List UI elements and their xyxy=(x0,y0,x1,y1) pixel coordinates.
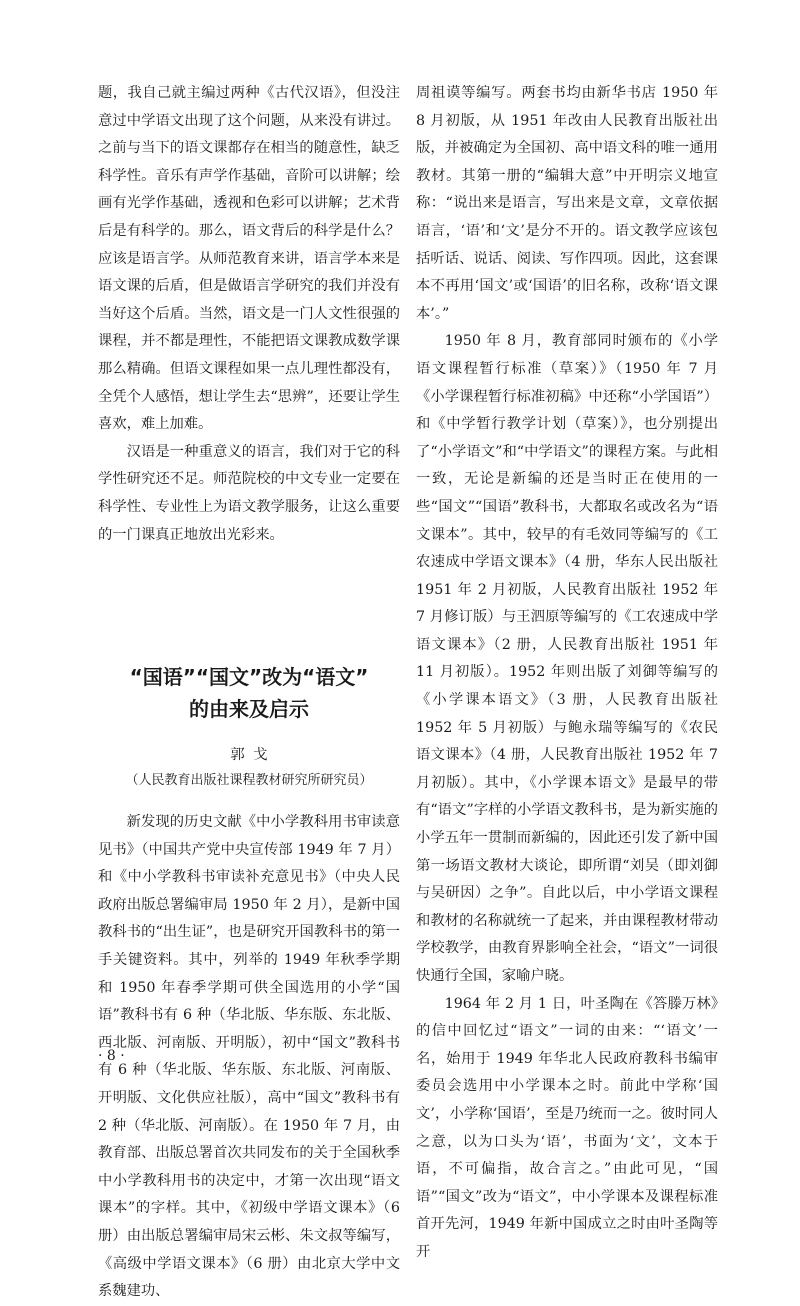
article-title-line: “国语”“国文”改为“语文” xyxy=(129,665,369,690)
body-paragraph: 1950 年 8 月，教育部同时颁布的《小学语文课程暂行标准（草案）》（1950 年 7 月《小学课程暂行标准初稿》中还称“小学国语”）和《中学暂行教学计划（草案）》，也分别提出了“小学语文”和“中学语文”的课程方案。与此相一致，无论是新编的还是当时正在使用的一些“国文”“国语”教科书，大都取名或改名为“语文课本”。其中，较早的有毛效同等编写的《工农速成中学语文课本》（4 册，华东人民出版社 1951 年 2 月初版，人民教育出版社 1952 年 7 月修订版）与王泗原等编写的《工农速成中学语文课本》（2 册，人民教育出版社 1951 年 11 月初版）。1952 年则出版了刘御等编写的《小学课本语文》（3 册，人民教育出版社 1952 年 5 月初版）与鲍永瑞等编写的《农民语文课本》（4 册，人民教育出版社 1952 年 7 月初版）。其中，《小学课本语文》是最早的带有“语文”字样的小学语文教科书，是为新实施的小学五年一贯制而新编的，因此还引发了新中国第一场语文教材大谈论，即所谓“刘吴（即刘御与吴研因）之争”。自此以后，中小学语文课程和教材的名称就统一了起来，并由课程教材带动学校教学，由教育界影响全社会，“语文”一词很快通行全国，家喻户晓。 xyxy=(416,333,718,984)
author-affiliation: （人民教育出版社课程教材研究所研究员） xyxy=(125,773,373,789)
right-column xyxy=(416,80,718,1267)
author-name: 郭戈 xyxy=(230,747,277,764)
body-paragraph: 1964 年 2 月 1 日，叶圣陶在《答滕万林》的信中回忆过“语文”一词的由来：“‘语文’一名，始用于 1949 年华北人民政府教科书编审委员会选用中小学课本之时。前此中学称‘国文’，小学称‘国语’，至是乃统而一之。彼时同人之意，以为口头为‘语’，书面为‘文’，文本于语，不可偏指，故合言之。”由此可见，“国语”“国文”改为“语文”，中小学课本及课程标准首开先河，1949 年新中国成立之时由叶圣陶等开 xyxy=(416,995,718,1260)
article-title xyxy=(98,661,400,725)
article-title-line: 的由来及启示 xyxy=(189,697,309,722)
body-paragraph: 周祖谟等编写。两套书均由新华书店 1950 年 8 月初版，从 1951 年改由人民教育出版社出版，并被确定为全国初、高中语文科的唯一通用教材。其第一册的“编辑大意”中开明宗义地宣称：“说出来是语言，写出来是文章，文章依据语言，‘语’和‘文’是分不开的。语文教学应该包括听话、说话、阅读、写作四项。因此，这套课本不再用‘国文’或‘国语’的旧名称，改称‘语文课本’。” xyxy=(416,85,718,322)
left-column xyxy=(98,80,400,1306)
article-heading xyxy=(98,661,400,793)
body-paragraph: 汉语是一种重意义的语言，我们对于它的科学性研究还不足。师范院校的中文专业一定要在科学性、专业性上为语文教学服务，让这么重要的一门课真正地放出光彩来。 xyxy=(98,443,400,543)
page-number: · 8 · xyxy=(98,1048,125,1064)
body-paragraph: 新发现的历史文献《中小学教科用书审读意见书》（中国共产党中央宣传部 1949 年 7 月）和《中小学教科书审读补充意见书》（中央人民政府出版总署编审局 1950 年 2 月），是新中国教科书的“出生证”，也是研究开国教科书的第一手关键资料。其中，列举的 1949 年秋季学期和 1950 年春季学期可供全国选用的小学“国语”教科书有 6 种（华北版、华东版、东北版、西北版、河南版、开明版），初中“国文”教科书有 6 种（华北版、华东版、东北版、河南版、开明版、文化供应社版），高中“国文”教科书有 2 种（华北版、河南版）。在 1950 年 7 月，由教育部、出版总署首次共同发布的关于全国秋季中小学教科用书的决定中，才第一次出现“语文课本”的字样。其中，《初级中学语文课本》（6 册）由出版总署编审局宋云彬、朱文叔等编写，《高级中学语文课本》（6 册）由北京大学中文系魏建功、 xyxy=(98,814,400,1300)
body-paragraph: 题，我自己就主编过两种《古代汉语》，但没注意过中学语文出现了这个问题，从来没有讲过。之前与当下的语文课都存在相当的随意性，缺乏科学性。音乐有声学作基础，音阶可以讲解；绘画有光学作基础，透视和色彩可以讲解；艺术背后是有科学的。那么，语文背后的科学是什么？应该是语言学。从师范教育来讲，语言学本来是语文课的后盾，但是做语言学研究的我们并没有当好这个后盾。当然，语文是一门人文性很强的课程，并不都是理性，不能把语文课教成数学课那么精确。但语文课程如果一点儿理性都没有，全凭个人感悟，想让学生去“思辨”，还要让学生喜欢，难上加难。 xyxy=(98,85,400,433)
